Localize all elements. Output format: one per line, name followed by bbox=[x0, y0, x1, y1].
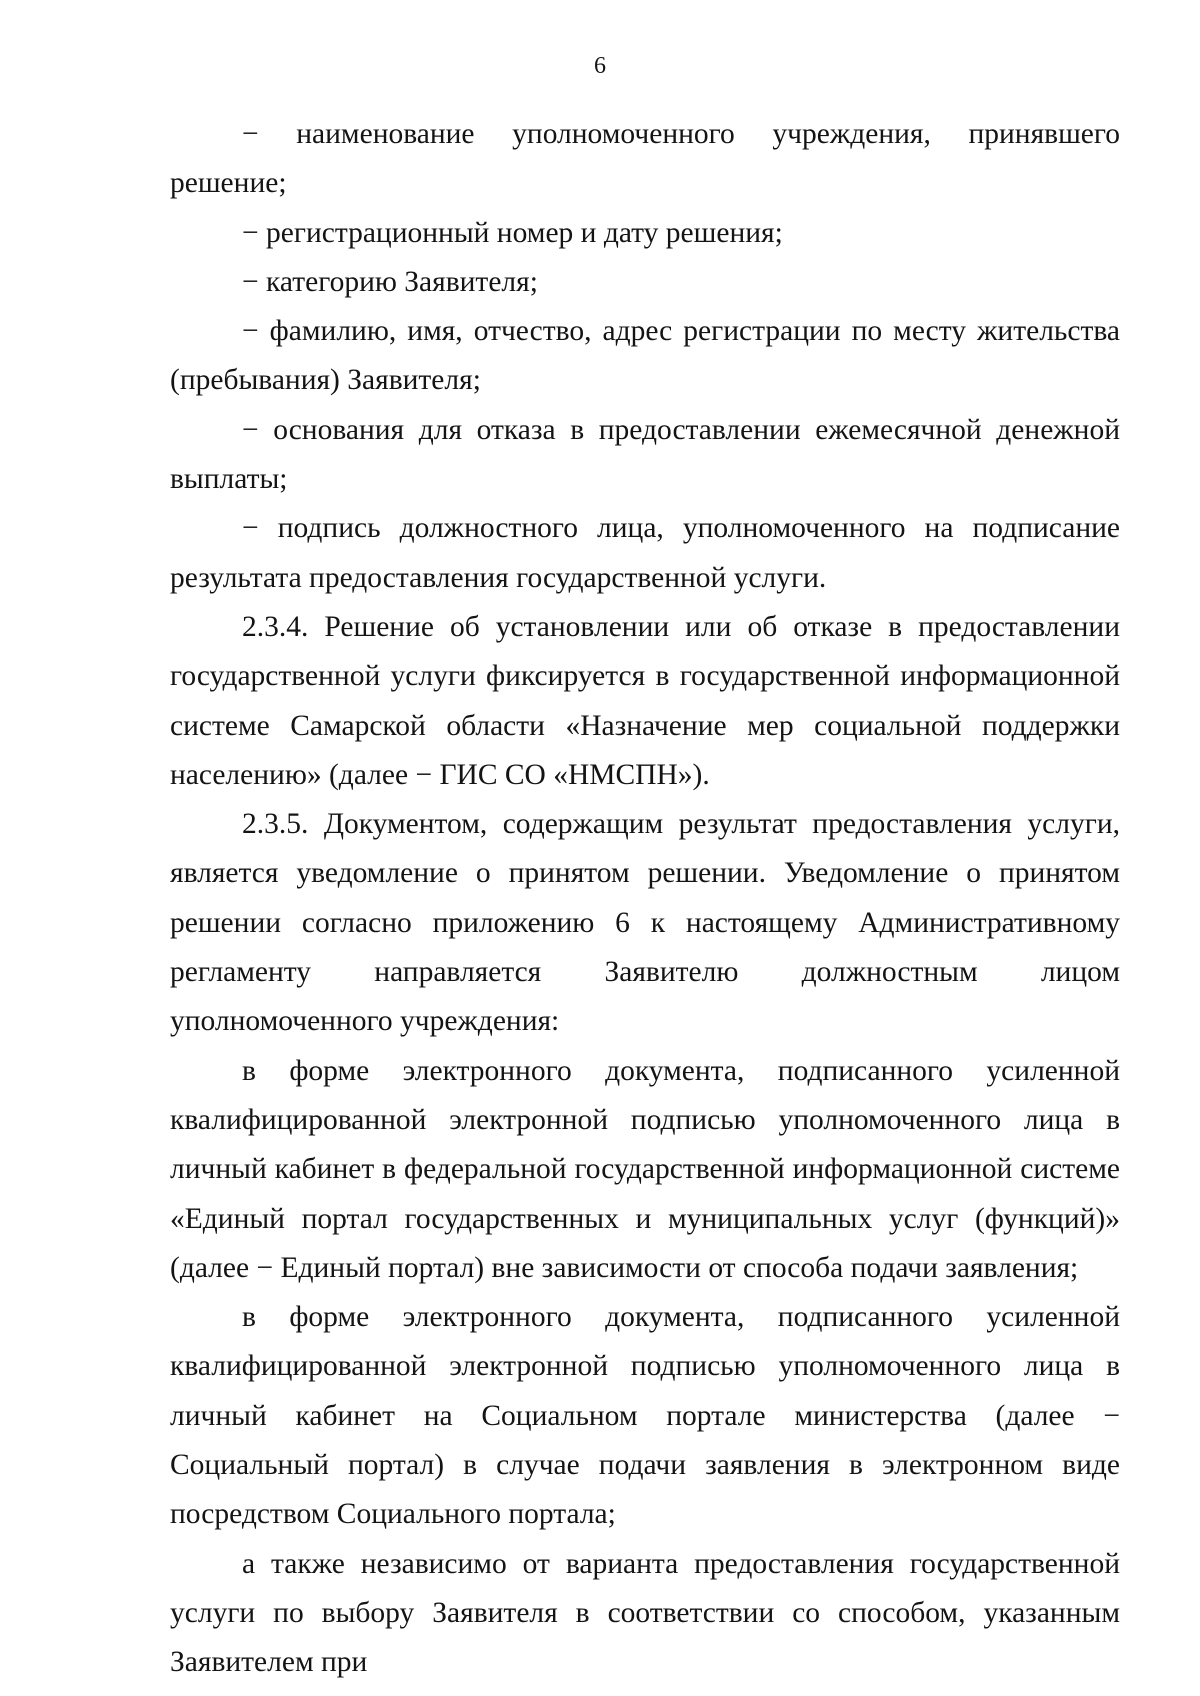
page-number: 6 bbox=[594, 53, 606, 79]
paragraph-applicant-choice: а также независимо от варианта предоставления государственной услуги по выбору Заявителя в соответствии со способом, указанным Заявителем при bbox=[170, 1547, 1120, 1679]
paragraph-2-3-5: 2.3.5. Документом, содержащим результат предоставления услуги, является уведомление о принятом решении. Уведомление о принятом решении согласно приложению 6 к настоящему Административному регламенту направляется Заявителю должностным лицом уполномоченного учреждения: bbox=[170, 808, 1120, 1038]
paragraph-social-portal: в форме электронного документа, подписанного усиленной квалифицированной электронной подписью уполномоченного лица в личный кабинет на Социальном портале министерства (далее − Социальный портал) в случае подачи заявления в электронном виде посредством Социального портала; bbox=[170, 1301, 1120, 1531]
list-item-registration-number: − регистрационный номер и дату решения; bbox=[242, 216, 783, 249]
paragraph-2-3-4: 2.3.4. Решение об установлении или об отказе в предоставлении государственной услуги фиксируется в государственной информационной системе Самарской области «Назначение мер социальной поддержки населению» (далее − ГИС СО «НМСПН»). bbox=[170, 610, 1120, 791]
list-item-applicant-name-address: − фамилию, имя, отчество, адрес регистрации по месту жительства (пребывания) Заявителя; bbox=[170, 315, 1120, 397]
list-item-institution-name: − наименование уполномоченного учреждения, принявшего решение; bbox=[170, 118, 1120, 200]
list-item-applicant-category: − категорию Заявителя; bbox=[242, 265, 538, 298]
paragraph-unified-portal: в форме электронного документа, подписанного усиленной квалифицированной электронной подписью уполномоченного лица в личный кабинет в федеральной государственной информационной системе «Единый портал государственных и муниципальных услуг (функций)» (далее − Единый портал) вне зависимости от способа подачи заявления; bbox=[170, 1054, 1120, 1284]
list-item-refusal-grounds: − основания для отказа в предоставлении ежемесячной денежной выплаты; bbox=[170, 413, 1120, 496]
list-item-official-signature: − подпись должностного лица, уполномоченного на подписание результата предоставления государственной услуги. bbox=[170, 512, 1120, 594]
document-body bbox=[170, 110, 1120, 1688]
